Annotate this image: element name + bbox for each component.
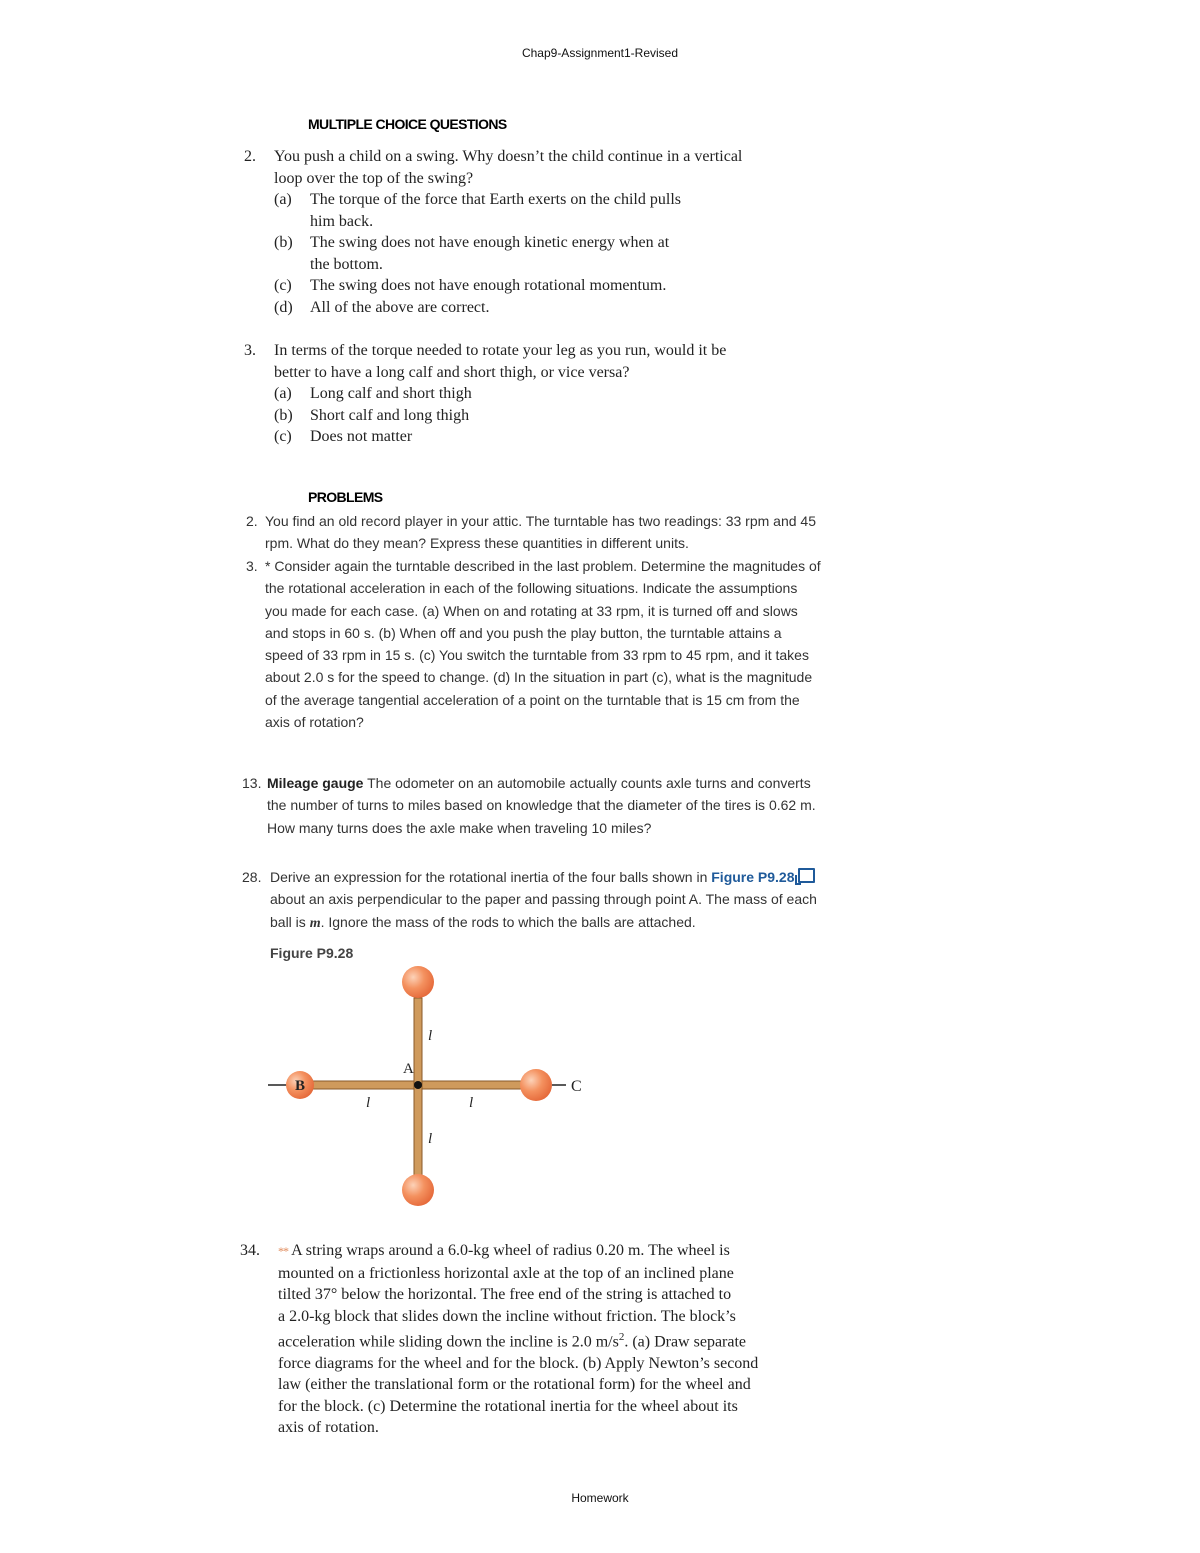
problem-line: You find an old record player in your attic. The turntable has two readings: 33 rpm and 45 bbox=[265, 513, 817, 529]
problem-line: law (either the translational form or the rotational form) for the wheel and bbox=[278, 1376, 751, 1394]
question-number: 2. bbox=[244, 148, 256, 165]
option-text: Does not matter bbox=[310, 428, 413, 445]
external-link-icon[interactable] bbox=[798, 868, 815, 883]
label-a: A bbox=[403, 1061, 414, 1077]
label-c: C bbox=[571, 1078, 582, 1095]
page-footer: Homework bbox=[571, 1491, 629, 1505]
problem-line: Derive an expression for the rotational inertia of the four balls shown in bbox=[270, 869, 712, 885]
option-letter: (c) bbox=[274, 277, 292, 294]
figure-link[interactable]: Figure P9.28 bbox=[711, 869, 795, 885]
problem-number: 2. bbox=[246, 513, 258, 529]
option-text: The torque of the force that Earth exerts on the child pulls bbox=[310, 191, 681, 208]
section-title-problems: PROBLEMS bbox=[308, 489, 383, 505]
ball-c bbox=[520, 1069, 552, 1101]
superscript: 2 bbox=[618, 1331, 625, 1343]
problem-line: tilted 37° below the horizontal. The free end of the string is attached to bbox=[278, 1286, 732, 1303]
problem-topic: Mileage gauge bbox=[267, 775, 364, 791]
problem-number: 3. bbox=[246, 558, 258, 574]
problem-line: How many turns does the axle make when traveling 10 miles? bbox=[267, 819, 652, 836]
problem-line: the number of turns to miles based on knowledge that the diameter of the tires is 0.62 m. bbox=[267, 797, 816, 814]
question-line: In terms of the torque needed to rotate your leg as you run, would it be bbox=[274, 342, 727, 359]
problem-line: about an axis perpendicular to the paper and passing through point A. The mass of each bbox=[270, 891, 817, 908]
problem-line: The odometer on an automobile actually counts axle turns and converts bbox=[363, 775, 811, 791]
option-letter: (c) bbox=[274, 428, 292, 445]
problem-2 bbox=[246, 510, 936, 555]
problem-28 bbox=[242, 866, 932, 935]
figure-title: Figure P9.28 bbox=[270, 945, 354, 961]
figure-p9-28 bbox=[260, 960, 620, 1210]
length-label-bottom: l bbox=[428, 1131, 433, 1147]
option-text: The swing does not have enough rotational momentum. bbox=[310, 277, 667, 294]
mass-symbol: m bbox=[309, 915, 321, 931]
question-line: better to have a long calf and short thigh, or vice versa? bbox=[274, 363, 630, 381]
problem-number: 13. bbox=[242, 775, 262, 791]
option-text: Long calf and short thigh bbox=[310, 385, 472, 402]
option-text: Short calf and long thigh bbox=[310, 406, 470, 424]
ball-top bbox=[402, 966, 434, 998]
problem-line: of the average tangential acceleration of a point on the turntable that is 15 cm from the bbox=[265, 691, 800, 708]
problem-line: you made for each case. (a) When on and rotating at 33 rpm, it is turned off and slows bbox=[265, 602, 798, 619]
problem-line: the rotational acceleration in each of the following situations. Indicate the assumptions bbox=[265, 580, 798, 597]
option-a bbox=[274, 189, 884, 232]
problem-34 bbox=[240, 1240, 880, 1439]
problem-number: 34. bbox=[240, 1242, 260, 1259]
problem-line: a 2.0-kg block that slides down the incline without friction. The block’s bbox=[278, 1307, 736, 1325]
option-letter: (d) bbox=[274, 298, 293, 316]
problem-line: axis of rotation. bbox=[278, 1419, 379, 1437]
option-b bbox=[274, 405, 884, 427]
problem-line: axis of rotation? bbox=[265, 714, 364, 731]
problem-line: A string wraps around a 6.0-kg wheel of radius 0.20 m. The wheel is bbox=[288, 1242, 730, 1259]
mcq-question-2 bbox=[244, 146, 884, 318]
option-c bbox=[274, 426, 884, 448]
option-text: him back. bbox=[310, 212, 374, 230]
label-b: B bbox=[295, 1078, 306, 1094]
option-c bbox=[274, 275, 884, 297]
difficulty-stars: ** bbox=[278, 1244, 288, 1258]
option-letter: (b) bbox=[274, 406, 293, 424]
problem-line: speed of 33 rpm in 15 s. (c) You switch the turntable from 33 rpm to 45 rpm, and it takes bbox=[265, 647, 809, 664]
difficulty-star: * bbox=[265, 558, 271, 574]
problem-line: acceleration while sliding down the incline is 2.0 m/s bbox=[278, 1333, 619, 1351]
length-label-right: l bbox=[469, 1095, 474, 1111]
question-line: loop over the top of the swing? bbox=[274, 169, 474, 187]
page-header: Chap9-Assignment1-Revised bbox=[521, 46, 679, 60]
option-letter: (a) bbox=[274, 385, 292, 402]
pivot-point-a bbox=[414, 1081, 422, 1089]
problem-line: force diagrams for the wheel and for the block. (b) Apply Newton’s second bbox=[278, 1354, 759, 1372]
option-a bbox=[274, 383, 884, 405]
problem-line: ball is bbox=[270, 913, 310, 930]
problem-line: . Ignore the mass of the rods to which the balls are attached. bbox=[320, 913, 696, 930]
question-number: 3. bbox=[244, 342, 256, 359]
problem-number: 28. bbox=[242, 869, 262, 885]
problem-line: and stops in 60 s. (b) When off and you push the play button, the turntable attains a bbox=[265, 624, 782, 641]
option-text: the bottom. bbox=[310, 255, 383, 273]
problem-3 bbox=[246, 555, 936, 733]
problem-13 bbox=[242, 772, 932, 839]
problem-line: rpm. What do they mean? Express these quantities in different units. bbox=[265, 535, 689, 552]
option-letter: (a) bbox=[274, 191, 292, 208]
ball-bottom bbox=[402, 1174, 434, 1206]
section-title-mcq: MULTIPLE CHOICE QUESTIONS bbox=[308, 116, 507, 132]
problem-line: mounted on a frictionless horizontal axle at the top of an inclined plane bbox=[278, 1264, 734, 1282]
option-text: The swing does not have enough kinetic energy when at bbox=[310, 234, 670, 251]
length-label-top: l bbox=[428, 1028, 433, 1044]
option-d bbox=[274, 297, 884, 319]
problem-line: Consider again the turntable described in the last problem. Determine the magnitudes of bbox=[274, 558, 821, 574]
option-letter: (b) bbox=[274, 234, 293, 251]
problem-line: for the block. (c) Determine the rotational inertia for the wheel about its bbox=[278, 1397, 738, 1415]
option-b bbox=[274, 232, 884, 275]
question-line: You push a child on a swing. Why doesn’t the child continue in a vertical bbox=[274, 148, 743, 165]
option-text: All of the above are correct. bbox=[310, 298, 490, 316]
problem-line: about 2.0 s for the speed to change. (d) In the situation in part (c), what is the magnitude bbox=[265, 669, 813, 686]
problem-line: . (a) Draw separate bbox=[624, 1333, 747, 1351]
length-label-left: l bbox=[366, 1095, 371, 1111]
mcq-question-3 bbox=[244, 340, 884, 448]
